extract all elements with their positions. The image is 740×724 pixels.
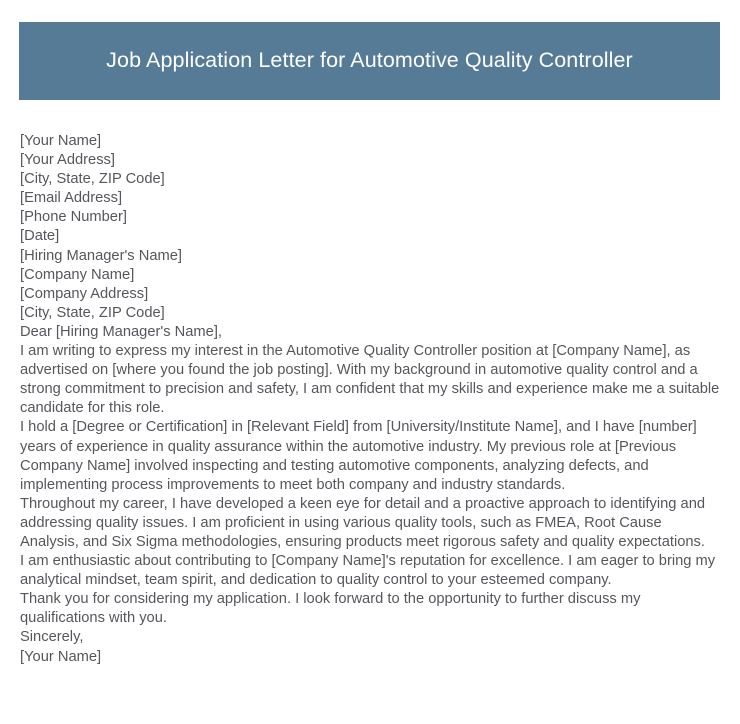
letter-paragraph: Sincerely, [20,629,84,646]
page-title: Job Application Letter for Automotive Quality Controller [106,48,633,73]
letter-paragraph: [Phone Number] [20,209,127,226]
letter-paragraph: [Your Name] [20,133,102,149]
letter-paragraph: I am writing to express my interest in the Automotive Quality Controller position at [Company Name], as advertised on [where you found the job posting]. With my background in automotive quality control and a strong commitment to precision and safety, I am confident that my skills and experience make me a suitable candidate for this role. [20,343,724,417]
letter-paragraph: [Date] [20,228,60,245]
letter-paragraph: Dear [Hiring Manager's Name], [20,323,222,340]
letter-body [20,132,723,667]
letter-paragraph: [City, State, ZIP Code] [20,304,165,321]
letter-paragraph: I am enthusiastic about contributing to [Company Name]'s reputation for excellence. I am eager to bring my analytical mindset, team spirit, and dedication to quality control to your esteemed company. [20,553,720,589]
letter-paragraph: I hold a [Degree or Certification] in [Relevant Field] from [University/Institute Name], and I have [number] years of experience in quality assurance within the automotive industry. My previous role at [Previous Company Name] involved inspecting and testing automotive components, analyzing defects, and implementing process improvements to meet both company and industry standards. [20,419,701,493]
letter-paragraph: [Your Address] [20,152,115,169]
letter-paragraph: [Hiring Manager's Name] [20,247,182,264]
document-header-banner [19,22,720,100]
letter-paragraph: Thank you for considering my application. I look forward to the opportunity to further discuss my qualifications with you. [20,591,645,627]
letter-paragraph: [Company Address] [20,285,149,302]
letter-paragraph: [Email Address] [20,190,123,207]
letter-paragraph: [Company Name] [20,266,135,283]
letter-paragraph: [City, State, ZIP Code] [20,171,165,188]
letter-paragraph: Throughout my career, I have developed a keen eye for detail and a proactive approach to identifying and addressing quality issues. I am proficient in using various quality tools, such as FMEA, Root Cause Analysis, and Six Sigma methodologies, ensuring products meet rigorous safety and quality expectations. [20,495,710,550]
letter-paragraph: [Your Name] [20,648,102,665]
